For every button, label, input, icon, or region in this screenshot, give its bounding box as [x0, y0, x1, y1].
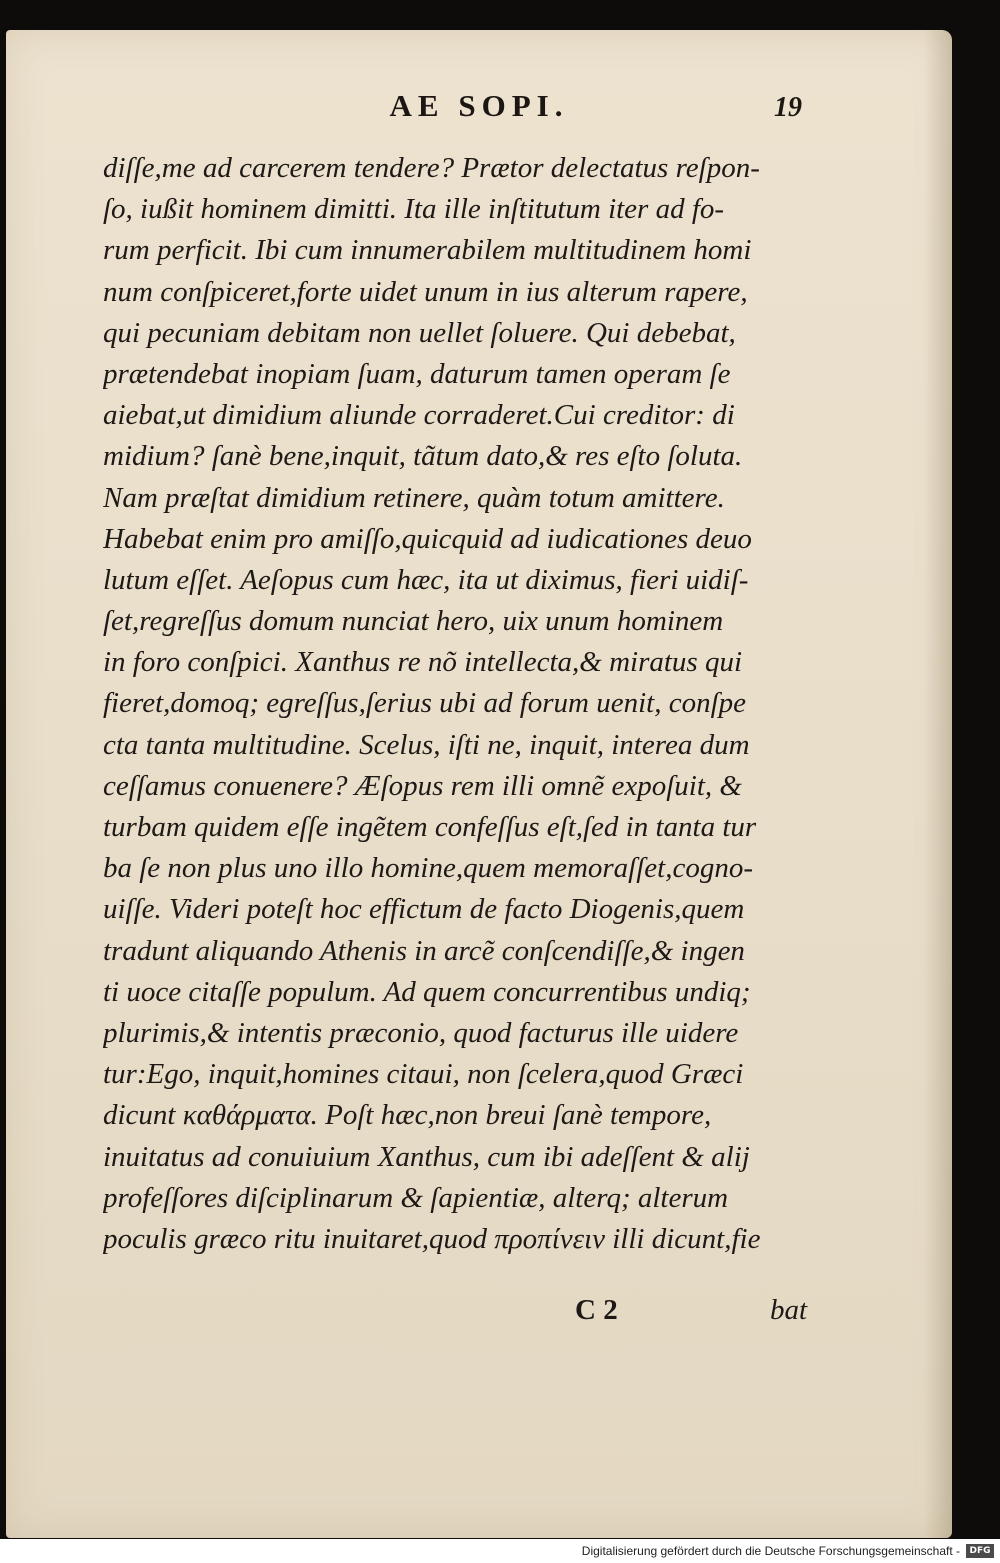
text-line: dicunt καθάρματα. Poſt hæc,non breui ſanè tempore,: [103, 1099, 712, 1132]
text-line: Nam præſtat dimidium retinere, quàm totum amittere.: [103, 481, 725, 514]
text-line: fieret,domoq; egreſſus,ſerius ubi ad forum uenit, conſpe: [103, 687, 747, 720]
page-footer: [103, 1294, 813, 1335]
text-line: plurimis,& intentis præconio, quod facturus ille uidere: [103, 1016, 739, 1049]
text-line: aiebat,ut dimidium aliunde corraderet.Cui creditor: di: [103, 399, 735, 432]
text-line: Habebat enim pro amiſſo,quicquid ad iudicationes deuo: [103, 522, 752, 555]
text-line: rum perficit. Ibi cum innumerabilem multitudinem homi: [103, 234, 752, 267]
text-line: num conſpiceret,forte uidet unum in ius alterum rapere,: [103, 275, 748, 308]
text-line: uiſſe. Videri poteſt hoc effictum de facto Diogenis,quem: [103, 893, 745, 926]
book-page: [6, 30, 952, 1538]
text-line: profeſſores diſciplinarum & ſapientiæ, alterq; alterum: [103, 1181, 729, 1214]
text-line: diſſe,me ad carcerem tendere? Prætor delectatus reſpon-: [103, 152, 760, 184]
credit-text: Digitalisierung gefördert durch die Deutsche Forschungsgemeinschaft -: [581, 1544, 960, 1558]
text-line: lutum eſſet. Aeſopus cum hæc, ita ut diximus, fieri uidiſ-: [103, 563, 749, 596]
catchword: bat: [769, 1294, 807, 1326]
text-line: poculis græco ritu inuitaret,quod προπίνειν illi dicunt,fie: [103, 1222, 761, 1255]
text-line: tradunt aliquando Athenis in arcẽ conſcendiſſe,& ingen: [103, 934, 745, 967]
text-line: cta tanta multitudine. Scelus, iſti ne, inquit, interea dum: [103, 728, 750, 761]
page-number: 19: [774, 92, 802, 123]
text-line: prætendebat inopiam ſuam, daturum tamen operam ſe: [103, 357, 731, 390]
signature-mark: C 2: [575, 1294, 618, 1326]
text-line: in foro conſpici. Xanthus re nõ intellecta,& miratus qui: [103, 646, 743, 679]
text-line: ſet,regreſſus domum nunciat hero, uix unum hominem: [103, 605, 724, 638]
running-title: AE SOPI.: [389, 88, 569, 123]
text-line: midium? ſanè bene,inquit, tãtum dato,& res eſto ſoluta.: [103, 440, 743, 473]
text-line: turbam quidem eſſe ingẽtem confeſſus eſt,ſed in tanta tur: [103, 811, 757, 843]
text-line: ba ſe non plus uno illo homine,quem memoraſſet,cogno-: [103, 852, 753, 885]
text-line: ti uoce citaſſe populum. Ad quem concurrentibus undiq;: [103, 975, 751, 1008]
text-line: ceſſamus conuenere? Æſopus rem illi omnẽ expoſuit, &: [103, 769, 742, 802]
dfg-logo-icon: DFG: [966, 1544, 994, 1558]
text-line: qui pecuniam debitam non uellet ſoluere. Qui debebat,: [103, 316, 736, 349]
digitization-credit-bar: [0, 1539, 1000, 1563]
text-line: ſo, iußit hominem dimitti. Ita ille inſtitutum iter ad fo-: [103, 193, 725, 226]
text-line: tur:Ego, inquit,homines citaui, non ſcelera,quod Græci: [103, 1058, 744, 1091]
text-line: inuitatus ad conuiuium Xanthus, cum ibi adeſſent & alij: [103, 1140, 750, 1173]
body-text: [103, 148, 813, 1260]
